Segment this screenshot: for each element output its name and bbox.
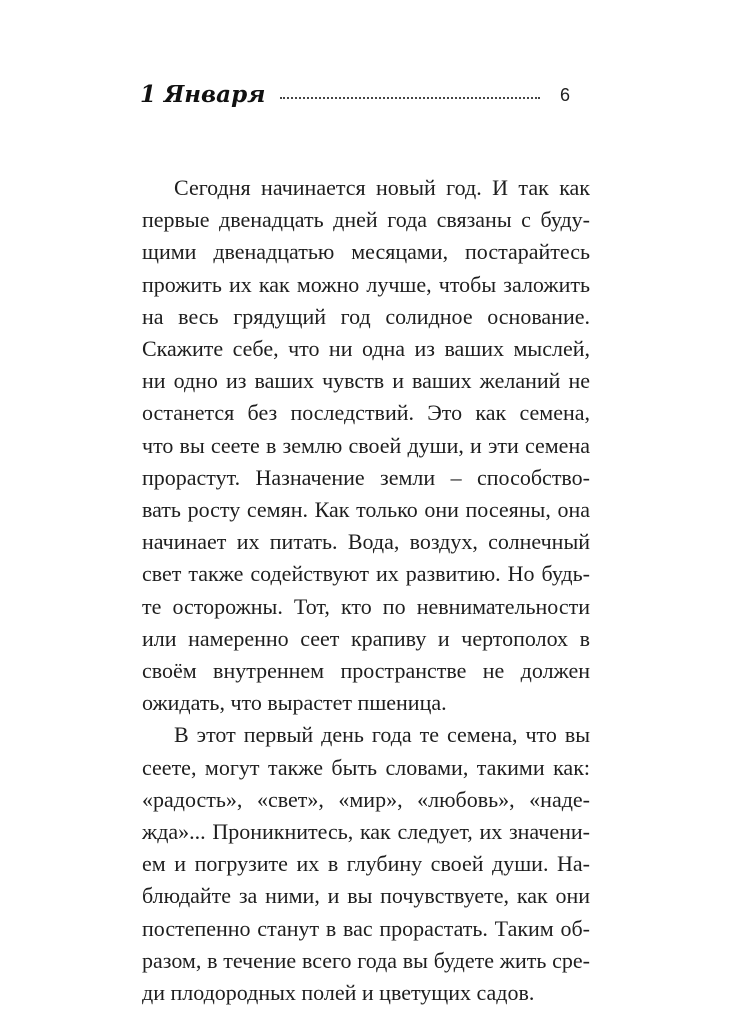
text-line: ни одно из ваших чувств и ваших желаний не	[142, 368, 590, 394]
text-line: свет также содействуют их развитию. Но будь-	[142, 561, 590, 587]
text-line: Скажите себе, что ни одна из ваших мыслей,	[142, 336, 590, 362]
text-line: те осторожны. Тот, кто по невнимательности	[142, 593, 590, 619]
text-line: первые двенадцать дней года связаны с буду-	[142, 207, 590, 233]
page-title: 1 Января	[140, 81, 266, 108]
text-line: на весь грядущий год солидное основание.	[142, 303, 590, 329]
text-line: начинает их питать. Вода, воздух, солнечный	[142, 529, 590, 555]
text-line: ем и погрузите их в глубину своей души. На-	[142, 851, 590, 877]
body-text	[142, 172, 590, 1009]
text-line: В этот первый день года те семена, что вы	[174, 722, 590, 748]
text-line: разом, в течение всего года вы будете жить сре-	[142, 947, 590, 973]
text-line: прожить их как можно лучше, чтобы заложить	[142, 271, 590, 297]
text-line: ожидать, что вырастет пшеница.	[142, 690, 447, 716]
paragraph	[142, 172, 590, 719]
page-number: 6	[560, 85, 571, 105]
text-line: ди плодородных полей и цветущих садов.	[142, 980, 535, 1006]
text-line: сеете, могут также быть словами, такими как:	[142, 754, 590, 780]
running-header	[140, 80, 580, 114]
paragraph	[142, 719, 590, 1009]
text-line: жда»... Проникнитесь, как следует, их значени-	[142, 819, 590, 845]
text-line: постепенно станут в вас прорастать. Таким об-	[142, 915, 590, 941]
text-line: вать росту семян. Как только они посеяны, она	[142, 497, 590, 523]
text-line: прорастут. Назначение земли – способство-	[142, 464, 590, 490]
text-line: «радость», «свет», «мир», «любовь», «наде-	[142, 786, 590, 812]
text-line: блюдайте за ними, и вы почувствуете, как они	[142, 883, 590, 909]
text-line: своём внутреннем пространстве не должен	[142, 658, 590, 684]
text-line: или намеренно сеет крапиву и чертополох в	[142, 625, 590, 651]
dotted-leader	[280, 97, 540, 99]
text-line: щими двенадцатью месяцами, постарайтесь	[142, 239, 590, 265]
text-line: что вы сеете в землю своей души, и эти семена	[142, 432, 590, 458]
text-line: останется без последствий. Это как семена,	[142, 400, 590, 426]
text-line: Сегодня начинается новый год. И так как	[174, 175, 590, 200]
